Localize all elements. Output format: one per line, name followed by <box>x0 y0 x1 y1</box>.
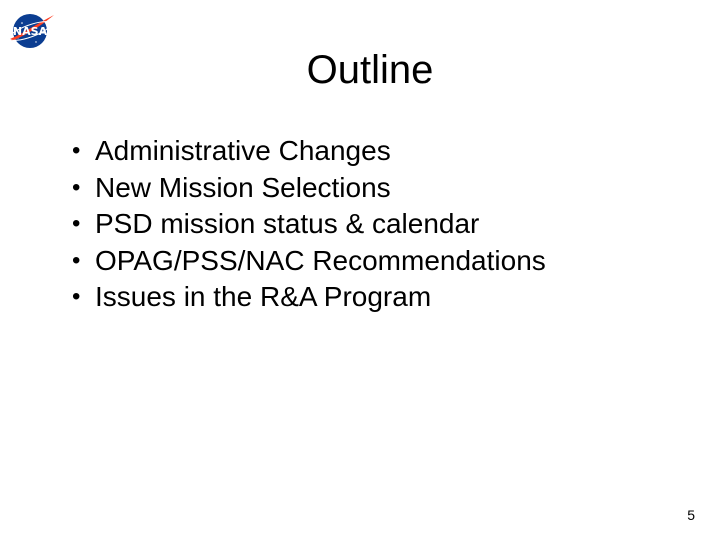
bullet-icon: • <box>72 210 81 238</box>
bullet-icon: • <box>72 137 81 165</box>
slide-title: Outline <box>306 48 434 92</box>
list-item <box>72 279 672 316</box>
logo-star <box>35 41 36 42</box>
bullet-text: Issues in the R&A Program <box>95 281 432 313</box>
page-number: 5 <box>687 507 695 523</box>
list-item <box>72 243 672 280</box>
bullet-text: New Mission Selections <box>95 171 391 203</box>
logo-star <box>21 22 23 24</box>
nasa-logo-icon <box>6 9 56 51</box>
bullet-icon: • <box>72 283 81 311</box>
logo-wordmark: NASA <box>12 25 48 38</box>
bullet-text: PSD mission status & calendar <box>95 208 480 240</box>
nasa-logo-svg <box>6 9 56 51</box>
bullet-list <box>72 133 672 316</box>
list-item <box>72 133 672 170</box>
bullet-text: Administrative Changes <box>95 135 391 167</box>
list-item <box>72 206 672 243</box>
bullet-icon: • <box>72 173 81 201</box>
bullet-text: OPAG/PSS/NAC Recommendations <box>95 244 546 276</box>
list-item <box>72 170 672 207</box>
bullet-icon: • <box>72 246 81 274</box>
